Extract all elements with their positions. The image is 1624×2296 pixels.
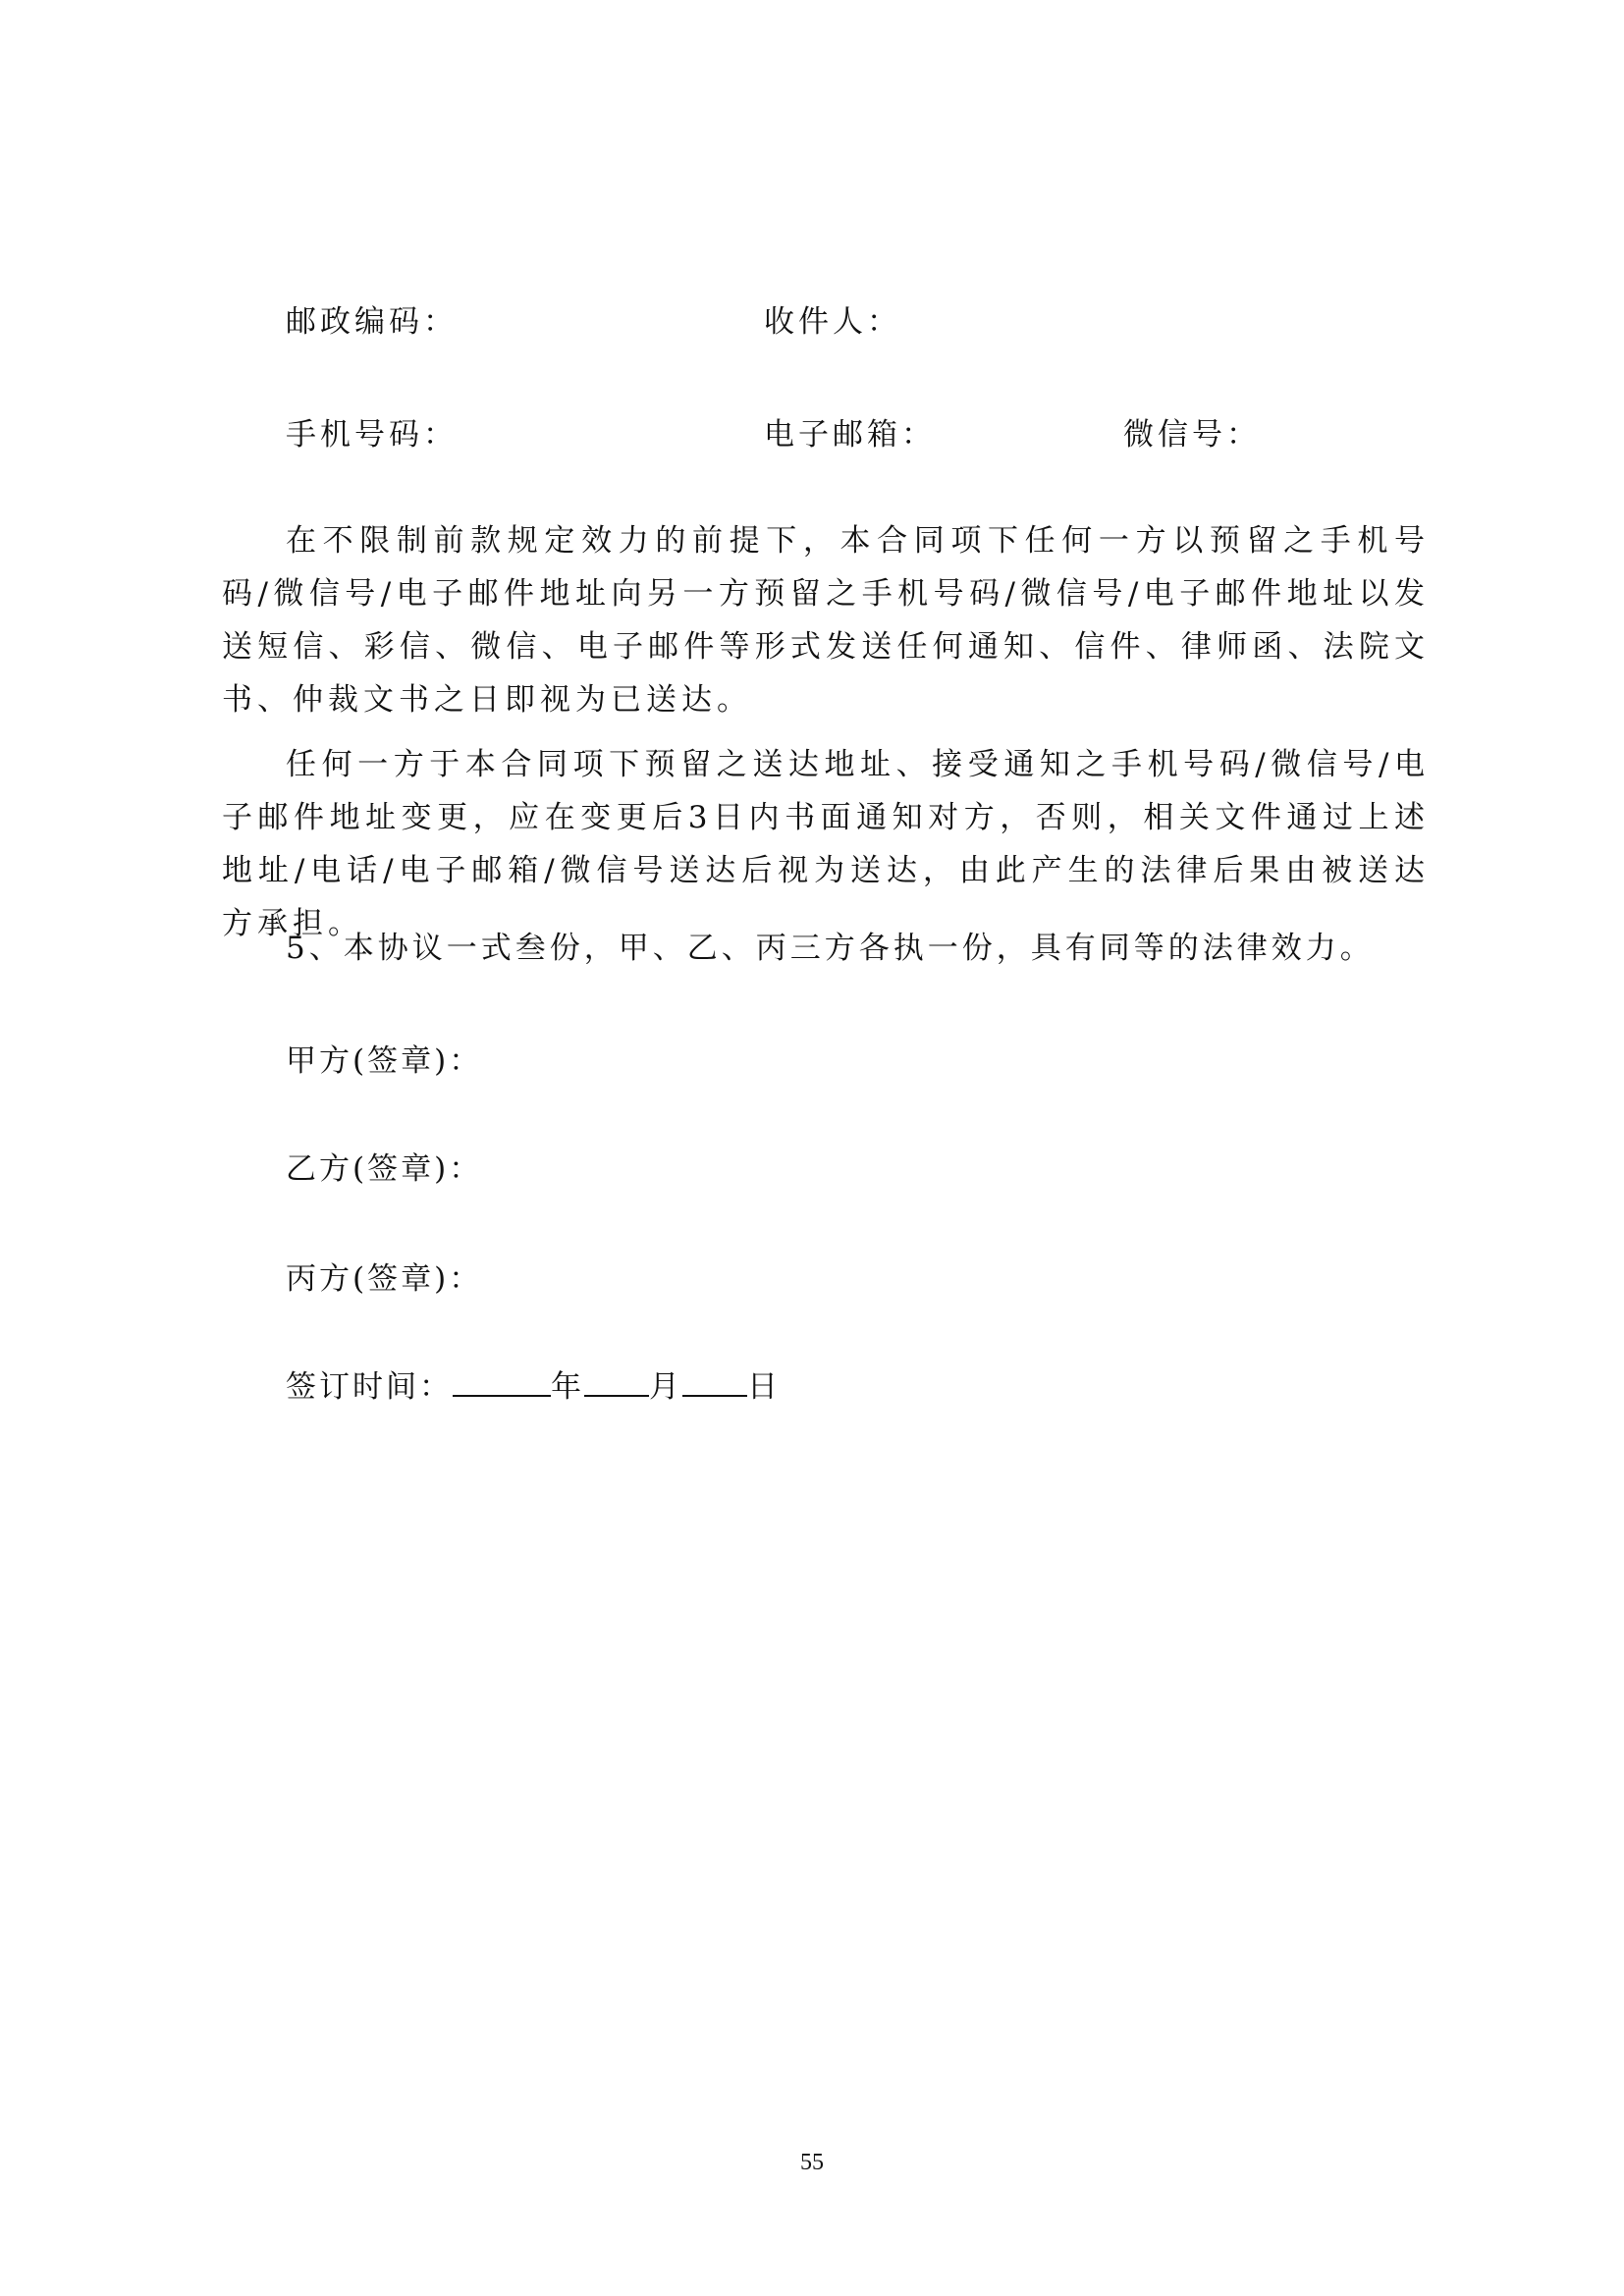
page-number: 55: [800, 2150, 824, 2175]
party-c-signature: 丙方(签章)：: [286, 1261, 483, 1297]
clause-5: 5、本协议一式叁份，甲、乙、丙三方各执一份，具有同等的法律效力。: [286, 931, 1375, 966]
signing-date: [286, 1362, 781, 1406]
notice-delivery-paragraph: 在不限制前款规定效力的前提下，本合同项下任何一方以预留之手机号码/微信号/电子邮件地址向另一方预留之手机号码/微信号/电子邮件地址以发送短信、彩信、微信、电子邮件等形式发送任何通知、信件、律师函、法院文书、仲裁文书之日即视为已送达。: [222, 523, 1430, 718]
email-label: 电子邮箱：: [764, 417, 936, 453]
day-blank[interactable]: [682, 1367, 747, 1397]
month-blank[interactable]: [584, 1367, 649, 1397]
year-label: 年: [551, 1369, 584, 1405]
signing-date-label: 签订时间：: [286, 1369, 453, 1405]
year-blank[interactable]: [453, 1367, 551, 1397]
day-label: 日: [747, 1369, 781, 1405]
address-change-paragraph: 任何一方于本合同项下预留之送达地址、接受通知之手机号码/微信号/电子邮件地址变更，应在变更后3日内书面通知对方，否则，相关文件通过上述地址/电话/电子邮箱/微信号送达后视为送达，由此产生的法律后果由被送达方承担。: [222, 747, 1430, 941]
month-label: 月: [649, 1369, 682, 1405]
wechat-label: 微信号：: [1123, 417, 1261, 453]
mobile-label: 手机号码：: [286, 417, 458, 453]
postal-code-label: 邮政编码：: [286, 304, 458, 340]
recipient-label: 收件人：: [764, 304, 901, 340]
party-a-signature: 甲方(签章)：: [286, 1043, 483, 1079]
party-b-signature: 乙方(签章)：: [286, 1151, 483, 1187]
